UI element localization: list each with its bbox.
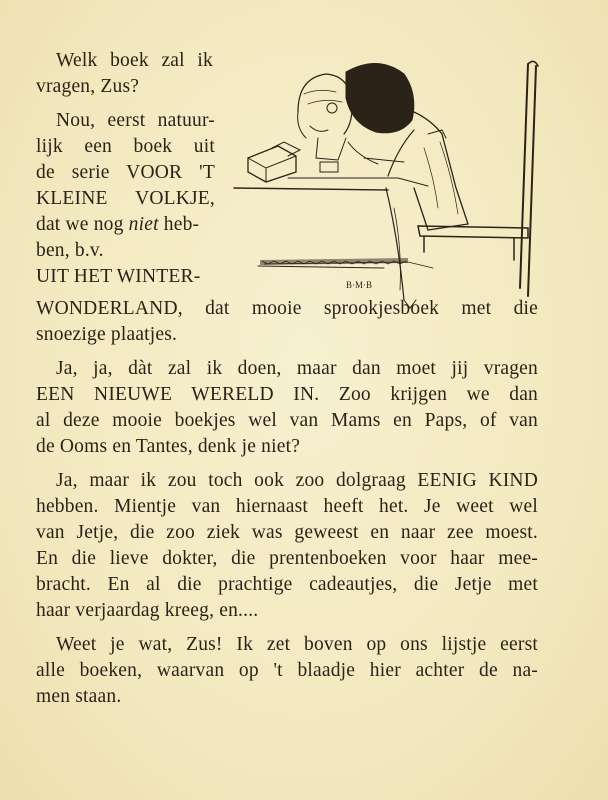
text-line: Weet je wat, Zus! Ik zet boven op ons lijstje eerst [56,634,538,655]
text-span: dat we nog [36,214,129,235]
text-line: vragen, Zus? [36,76,140,97]
text-line: bracht. En al die prachtige cadeautjes, die Jetje met [36,574,538,595]
text-line: hebben. Mientje van hiernaast heeft het. Je weet wel [36,496,538,517]
text-line: EEN NIEUWE WERELD IN. Zoo krijgen we dan [36,384,538,405]
text-line: men staan. [36,686,122,707]
two-girls-reading-illustration [228,38,608,314]
text-span: heb- [158,214,200,235]
text-line: lijk een boek uit [36,136,215,157]
text-line: WONDERLAND, dat mooie sprookjesboek met die [36,298,538,319]
illustrator-signature: B·M·B [346,280,373,290]
text-line: KLEINE VOLKJE, [36,188,215,209]
text-line: En die lieve dokter, die prentenboeken voor haar mee- [36,548,538,569]
text-line: snoezige plaatjes. [36,324,178,345]
text-line: alle boeken, waarvan op 't blaadje hier achter de na- [36,660,538,681]
text-line: UIT HET WINTER- [36,266,201,287]
text-line [36,213,199,237]
text-line: Welk boek zal ik [56,50,213,71]
emphasis-niet: niet [128,214,159,235]
text-line: Nou, eerst natuur- [56,110,215,131]
text-line: ben, b.v. [36,240,104,261]
text-line: de serie VOOR 'T [36,162,215,183]
text-line: al deze mooie boekjes wel van Mams en Paps, of van [36,410,538,431]
text-line: Ja, ja, dàt zal ik doen, maar dan moet jij vragen [56,358,538,379]
text-line: haar verjaardag kreeg, en.... [36,600,259,621]
text-line: de Ooms en Tantes, denk je niet? [36,436,301,457]
text-line: Ja, maar ik zou toch ook zoo dolgraag EENIG KIND [56,470,538,491]
text-line: van Jetje, die zoo ziek was geweest en naar zee moest. [36,522,538,543]
